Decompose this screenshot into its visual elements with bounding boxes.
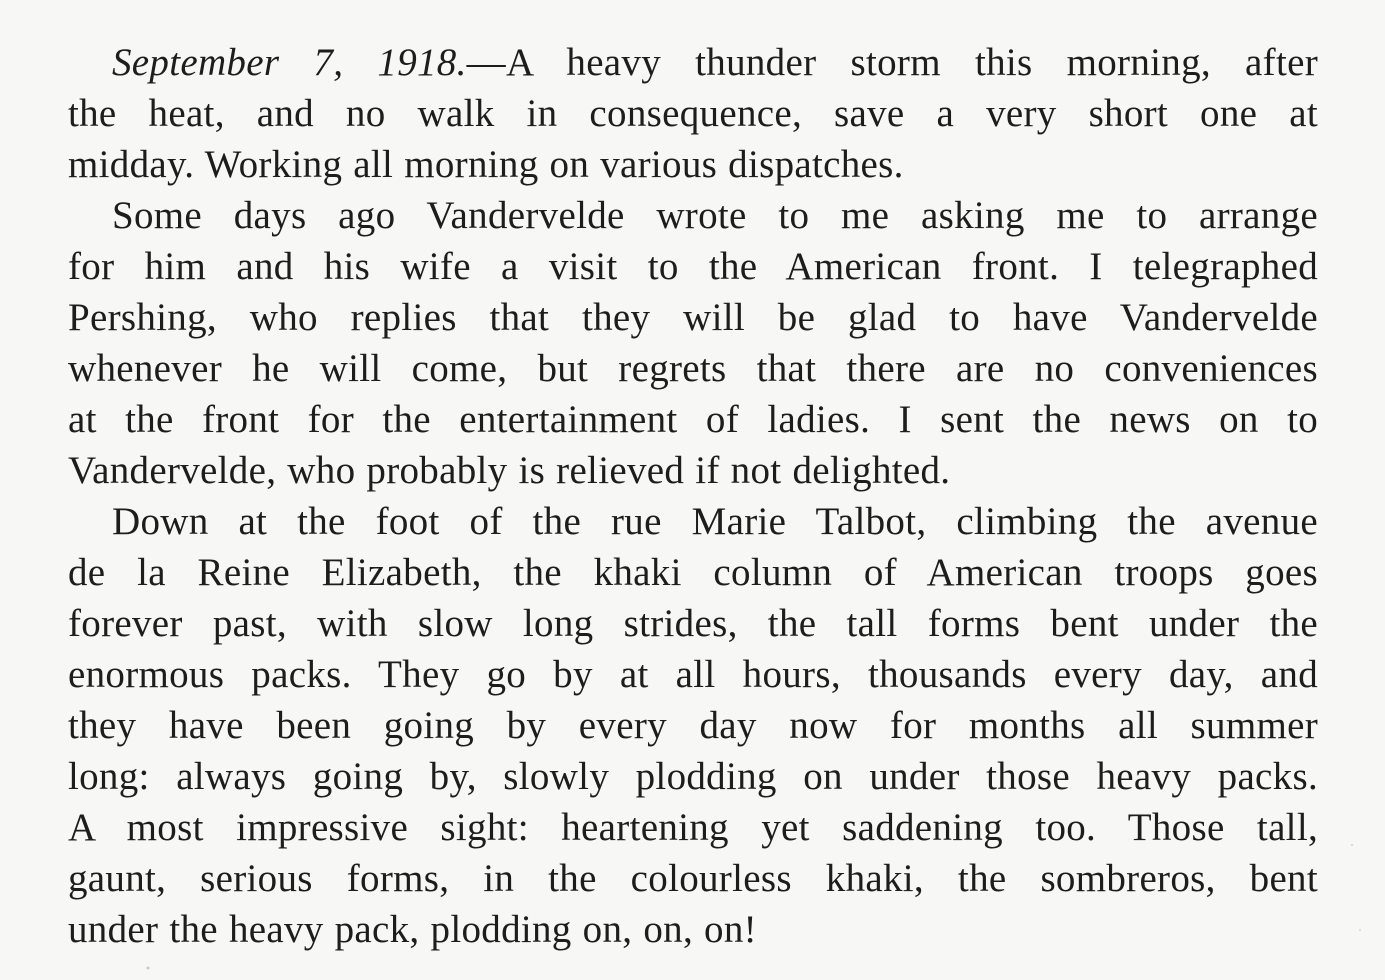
text-line: long: always going by, slowly plodding on under those heavy packs.: [68, 755, 1318, 798]
text-line: [68, 37, 1318, 88]
text-line: for him and his wife a visit to the American front. I telegraphed: [68, 245, 1318, 288]
text-line: at the front for the entertainment of ladies. I sent the news on to: [68, 398, 1318, 441]
text-line: Down at the foot of the rue Marie Talbot, climbing the avenue: [112, 500, 1318, 543]
diary-date: September 7, 1918.: [112, 41, 467, 84]
line-text: —A heavy thunder storm this morning, after: [466, 41, 1318, 84]
text-line: Pershing, who replies that they will be glad to have Vandervelde: [68, 296, 1318, 339]
text-line: Vandervelde, who probably is relieved if not delighted.: [68, 449, 951, 492]
text-line: enormous packs. They go by at all hours, thousands every day, and: [68, 653, 1318, 696]
text-line: midday. Working all morning on various dispatches.: [68, 143, 904, 186]
text-line: they have been going by every day now for months all summer: [68, 704, 1318, 747]
speck: [1359, 929, 1361, 931]
speck: [147, 967, 150, 970]
speck: [1351, 844, 1353, 846]
text-line: under the heavy pack, plodding on, on, on!: [68, 908, 757, 951]
text-line: Some days ago Vandervelde wrote to me asking me to arrange: [112, 194, 1318, 237]
diary-text: [68, 37, 1318, 955]
text-line: A most impressive sight: heartening yet saddening too. Those tall,: [68, 806, 1318, 849]
text-line: the heat, and no walk in consequence, save a very short one at: [68, 92, 1318, 135]
text-line: whenever he will come, but regrets that there are no conveniences: [68, 347, 1318, 390]
text-line: forever past, with slow long strides, the tall forms bent under the: [68, 602, 1318, 645]
text-line: gaunt, serious forms, in the colourless khaki, the sombreros, bent: [68, 857, 1318, 900]
text-line: de la Reine Elizabeth, the khaki column of American troops goes: [68, 551, 1318, 594]
